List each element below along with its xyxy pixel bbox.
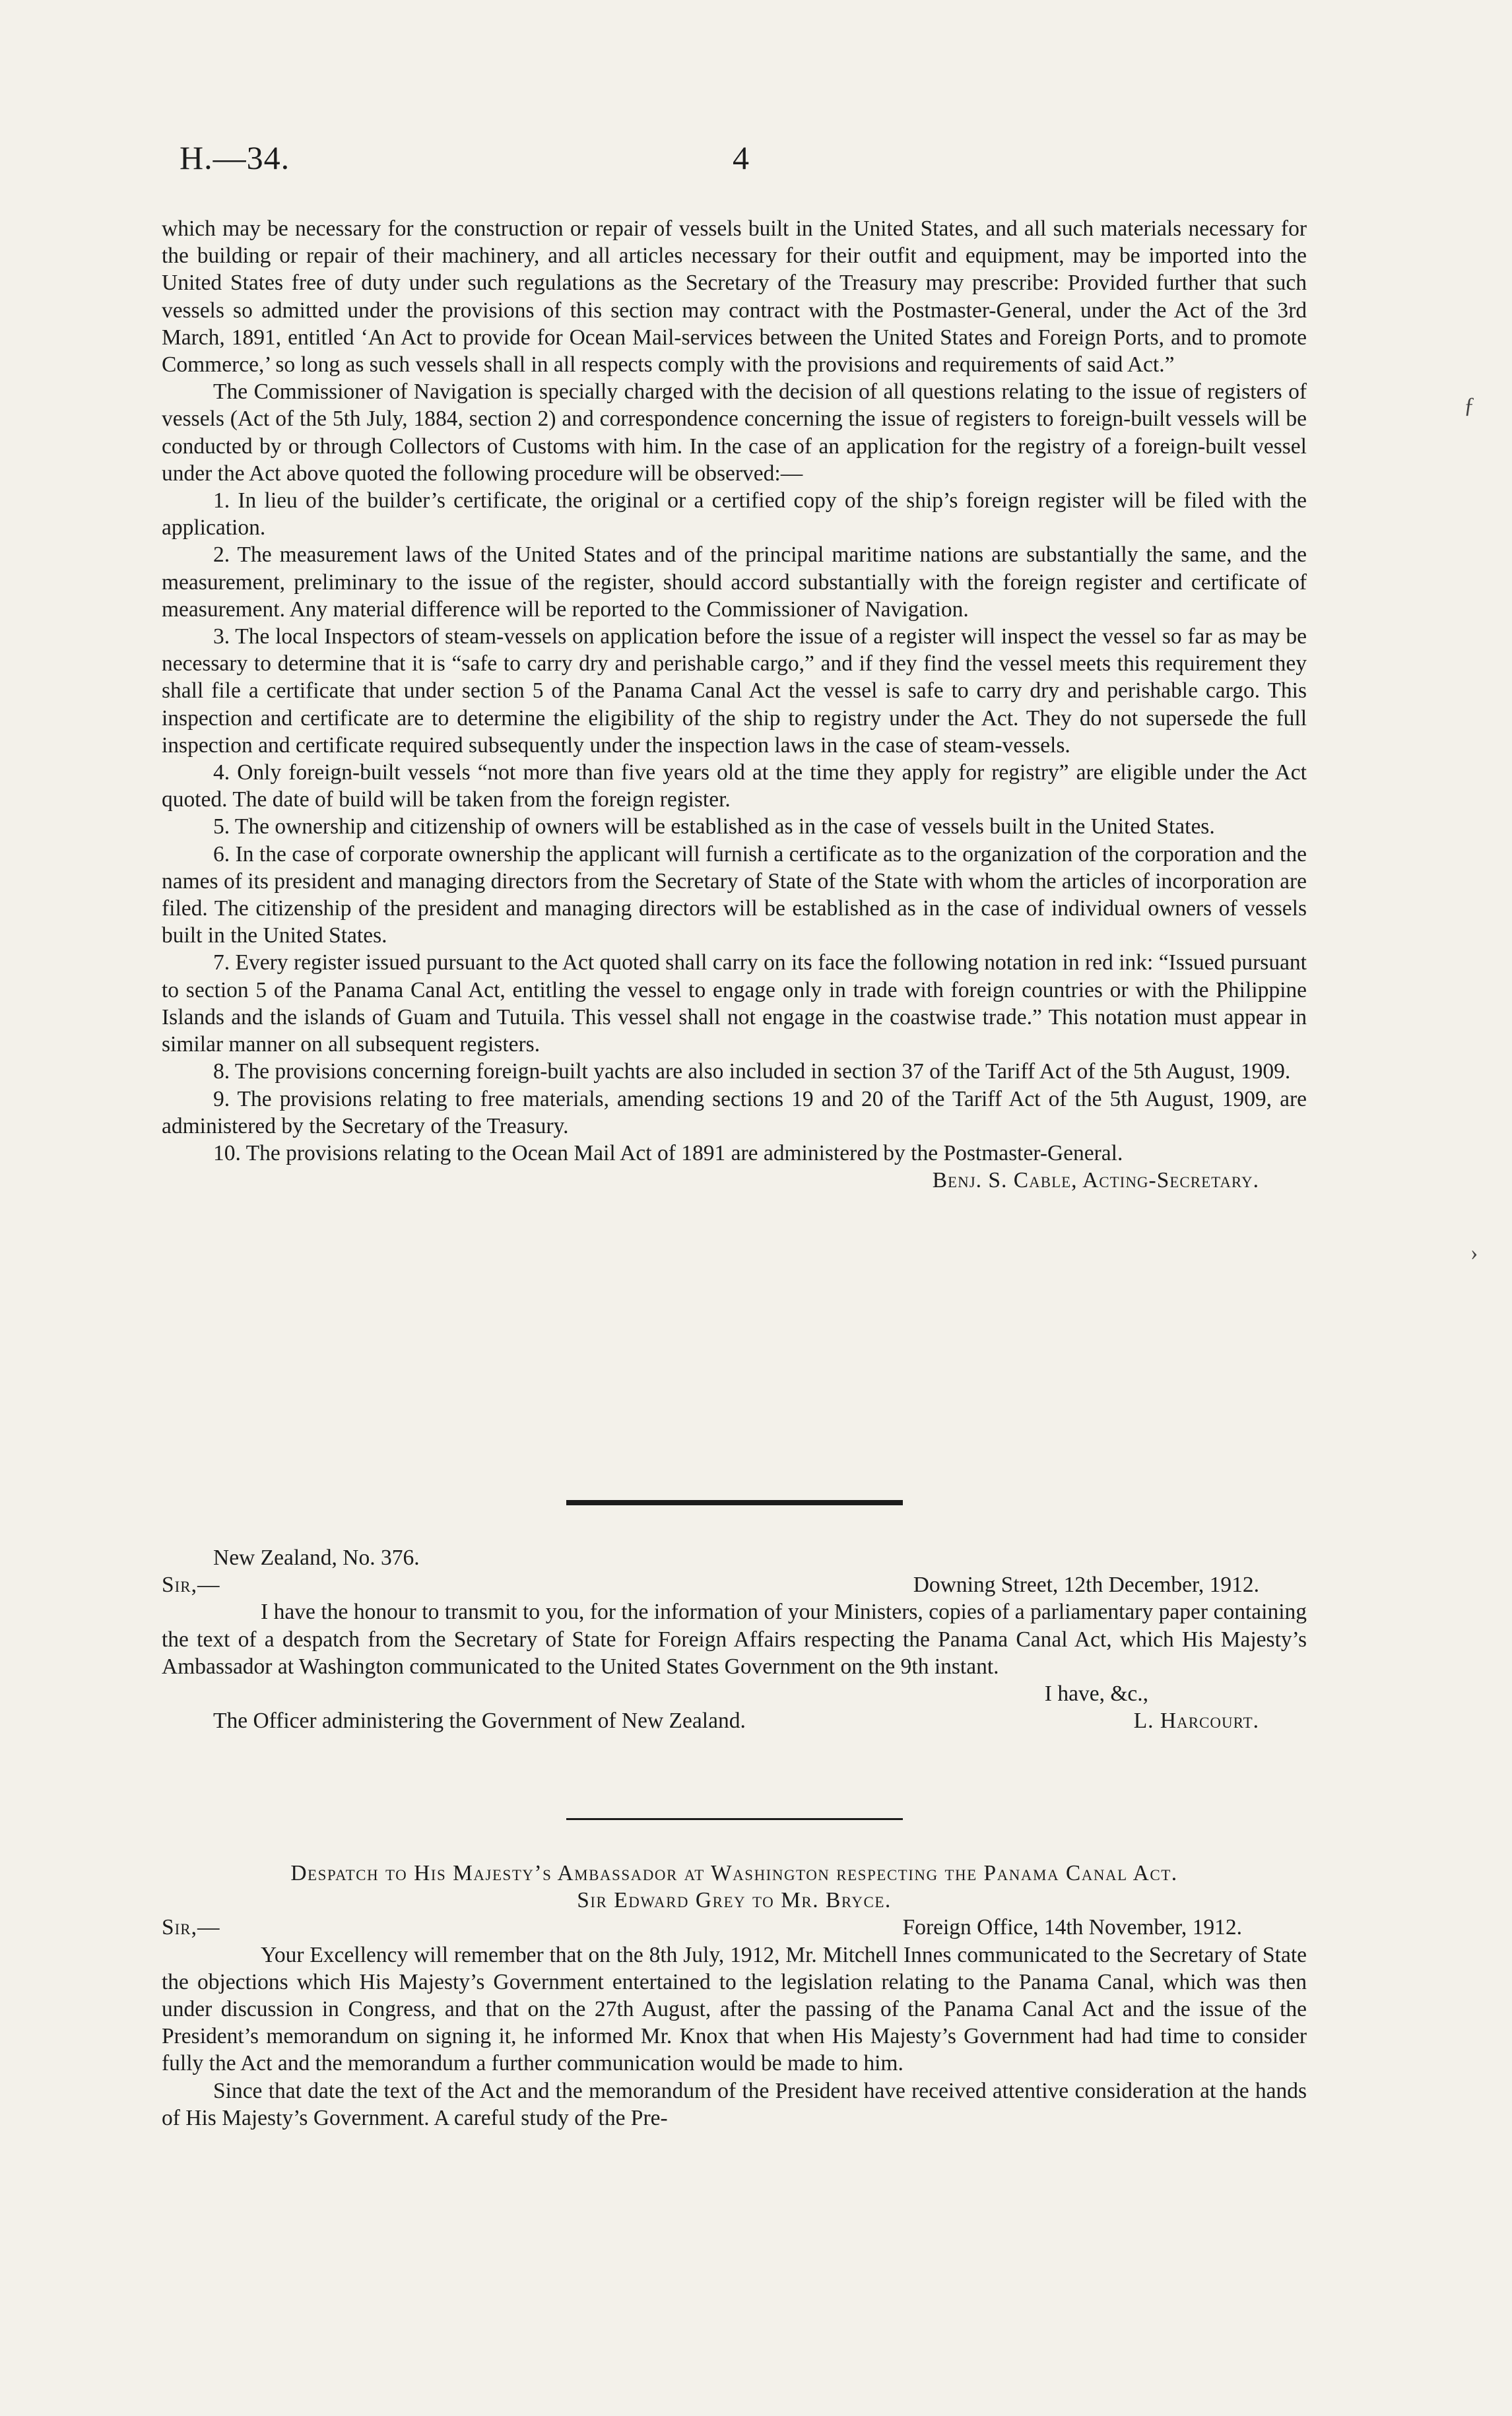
despatch-subheading: Sir Edward Grey to Mr. Bryce.: [577, 1888, 892, 1913]
closing: I have, &c.,: [1044, 1681, 1148, 1707]
section-dispatch-376: [162, 1544, 1307, 1734]
paragraph-commissioner: The Commissioner of Navigation is specially charged with the decision of all questions relating to the issue of registers of vessels (Act of the 5th July, 1884, section 2) and correspondence concerning the issue of registers to foreign-built vessels will be conducted by or through Collectors of Customs with him. In the case of an application for the registry of a foreign-built vessel under the Act above quoted the following procedure will be observed:—: [162, 379, 1307, 486]
paragraph-continuation: which may be necessary for the construction or repair of vessels built in the United States, and all such materials necessary for the building or repair of their machinery, and all articles necessary for their outfit and equipment, may be imported into the United States free of duty under such regulations as the Secretary of the Treasury may prescribe: Provided further that such vessels so admitted under the provisions of this section may contract with the Postmaster-General, under the Act of the 3rd March, 1891, entitled ‘An Act to provide for Ocean Mail-services between the United States and Foreign Ports, and to promote Commerce,’ so long as such vessels shall in all respects comply with the provisions and requirements of said Act.”: [162, 216, 1307, 377]
dispatch-number: New Zealand, No. 376.: [213, 1546, 420, 1570]
despatch-paragraph-2: Since that date the text of the Act and the memorandum of the President have received attentive consideration at the hands of His Majesty’s Government. A careful study of the Pre-: [162, 2078, 1307, 2130]
section-divider-thick: [566, 1500, 903, 1505]
salutation: Sir,—: [162, 1915, 220, 1940]
addressee-row: [162, 1707, 1307, 1734]
procedure-item-10: 10. The provisions relating to the Ocean Mail Act of 1891 are administered by the Postmaster-General.: [213, 1140, 1123, 1165]
procedure-item-6: 6. In the case of corporate ownership the applicant will furnish a certificate as to the organization of the corporation and the names of its president and managing directors from the Secretary of State of the State with whom the articles of incorporation are filed. The citizenship of the president and managing directors will be established as in the case of individual owners of vessels built in the United States.: [162, 841, 1307, 948]
signature-harcourt: L. Harcourt.: [1133, 1709, 1259, 1734]
despatch-heading: Despatch to His Majesty’s Ambassador at Washington respecting the Panama Canal Act.: [290, 1861, 1178, 1885]
signature-cable: Benj. S. Cable, Acting-Secretary.: [932, 1168, 1259, 1193]
salutation: Sir,—: [162, 1573, 220, 1598]
procedure-item-4: 4. Only foreign-built vessels “not more than five years old at the time they apply for registry” are eligible under the Act quoted. The date of build will be taken from the foreign register.: [162, 760, 1307, 812]
place-date: Downing Street, 12th December, 1912.: [913, 1573, 1259, 1598]
section-regulations: [162, 215, 1307, 1194]
salutation-row: [162, 1571, 1307, 1598]
margin-mark: ƒ: [1464, 393, 1475, 418]
margin-mark: ›: [1470, 1241, 1478, 1265]
procedure-item-9: 9. The provisions relating to free materials, amending sections 19 and 20 of the Tariff Act of the 5th August, 1909, are administered by the Secretary of the Treasury.: [162, 1086, 1307, 1138]
procedure-item-1: 1. In lieu of the builder’s certificate, the original or a certified copy of the ship’s foreign register will be filed with the application.: [162, 488, 1307, 540]
procedure-item-5: 5. The ownership and citizenship of owners will be established as in the case of vessels built in the United States.: [213, 814, 1215, 839]
dispatch-body: I have the honour to transmit to you, for the information of your Ministers, copies of a parliamentary paper containing the text of a despatch from the Secretary of State for Foreign Affairs respecting the Panama Canal Act, which His Majesty’s Ambassador at Washington communicated to the United States Government on the 9th instant.: [162, 1600, 1307, 1679]
document-reference: H.—34.: [180, 139, 290, 176]
despatch-paragraph-1: Your Excellency will remember that on the 8th July, 1912, Mr. Mitchell Innes communicated to the Secretary of State the objections which His Majesty’s Government entertained to the legislation relating to the Panama Canal, which was then under discussion in Congress, and that on the 27th August, after the passing of the Panama Canal Act and the issue of the President’s memorandum on signing it, he informed Mr. Knox that when His Majesty’s Government had had time to consider fully the Act and the memorandum a further communication would be made to him.: [162, 1942, 1307, 2076]
salutation-row: [162, 1914, 1307, 1941]
page-number: 4: [733, 139, 749, 176]
procedure-item-2: 2. The measurement laws of the United States and of the principal maritime nations are substantially the same, and the measurement, preliminary to the issue of the register, should accord substantially with the foreign register and certificate of measurement. Any material difference will be reported to the Commissioner of Navigation.: [162, 542, 1307, 622]
place-date: Foreign Office, 14th November, 1912.: [902, 1915, 1242, 1940]
procedure-item-8: 8. The provisions concerning foreign-built yachts are also included in section 37 of the Tariff Act of the 5th August, 1909.: [213, 1059, 1291, 1084]
procedure-item-3: 3. The local Inspectors of steam-vessels on application before the issue of a register will inspect the vessel so far as may be necessary to determine that it is “safe to carry dry and perishable cargo,” and if they find the vessel meets this requirement they shall file a certificate that under section 5 of the Panama Canal Act the vessel is safe to carry dry and perishable cargo. This inspection and certificate are to determine the eligibility of the ship to registry under the Act. They do not supersede the full inspection and certificate required subsequently under the inspection laws in the case of steam-vessels.: [162, 624, 1307, 758]
section-divider-thin: [566, 1818, 903, 1820]
addressee: The Officer administering the Government of New Zealand.: [213, 1709, 746, 1734]
procedure-item-7: 7. Every register issued pursuant to the Act quoted shall carry on its face the following notation in red ink: “Issued pursuant to section 5 of the Panama Canal Act, entitling the vessel to engage only in trade with foreign countries or with the Philippine Islands and the islands of Guam and Tutuila. This vessel shall not engage in the coastwise trade.” This notation must appear in similar manner on all subsequent registers.: [162, 950, 1307, 1057]
section-despatch-ambassador: [162, 1860, 1307, 2132]
